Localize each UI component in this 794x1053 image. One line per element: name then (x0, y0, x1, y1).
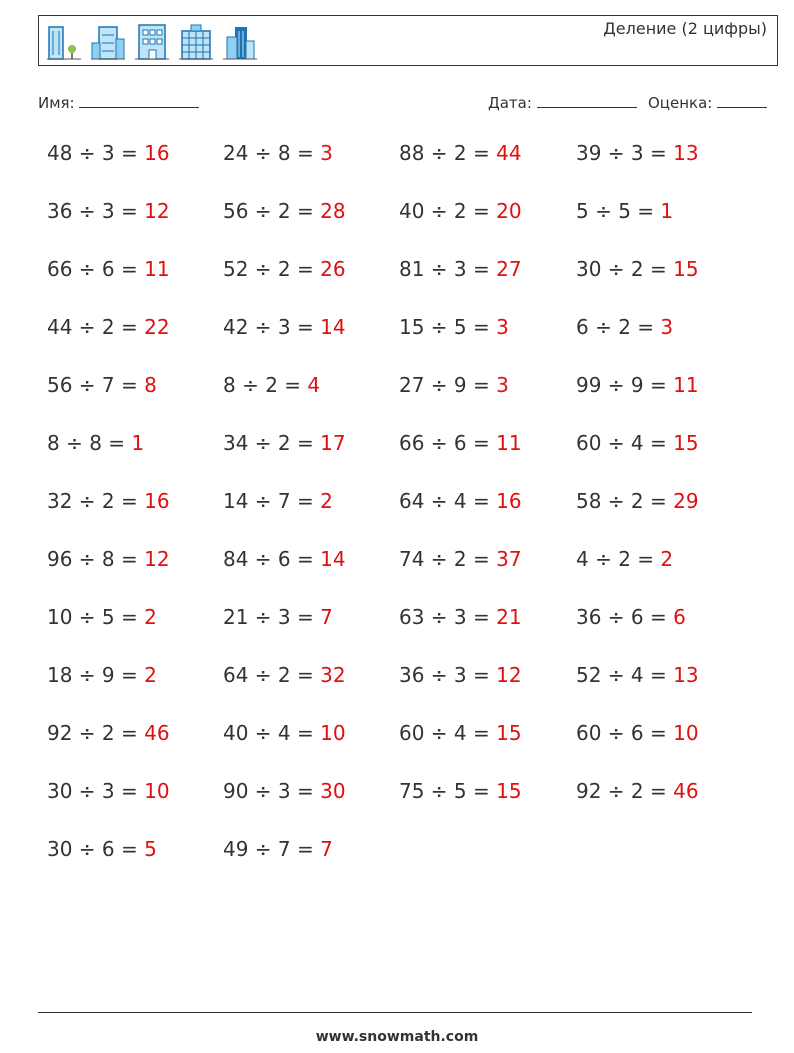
problem-item (223, 141, 333, 165)
building-icon (45, 21, 83, 61)
problem-item (223, 779, 346, 803)
problem-question: 14 ÷ 7 = (223, 489, 321, 513)
problem-answer: 28 (320, 199, 346, 223)
footer-url: www.snowmath.com (315, 1029, 479, 1045)
problem-item (47, 837, 157, 861)
problem-question: 30 ÷ 6 = (47, 837, 145, 861)
problem-answer: 6 (673, 605, 686, 629)
problem-answer: 3 (496, 315, 509, 339)
problem-item (576, 663, 699, 687)
problem-item (47, 605, 157, 629)
grade-field (648, 93, 767, 112)
problem-question: 75 ÷ 5 = (399, 779, 497, 803)
problem-question: 81 ÷ 3 = (399, 257, 497, 281)
problem-item (576, 257, 699, 281)
problem-question: 64 ÷ 4 = (399, 489, 497, 513)
building-icon (177, 21, 215, 61)
problem-item (399, 373, 509, 397)
problem-item (399, 547, 522, 571)
problem-question: 36 ÷ 6 = (576, 605, 674, 629)
name-blank (79, 93, 199, 108)
problem-item (223, 431, 346, 455)
problem-question: 92 ÷ 2 = (47, 721, 145, 745)
problem-answer: 2 (660, 547, 674, 571)
problem-question: 64 ÷ 2 = (223, 663, 321, 687)
problem-question: 40 ÷ 2 = (399, 199, 497, 223)
problem-item (47, 663, 157, 687)
problem-item (223, 663, 346, 687)
date-field (488, 93, 637, 112)
problem-answer: 14 (320, 315, 346, 339)
problem-answer: 2 (320, 489, 333, 513)
problem-question: 49 ÷ 7 = (223, 837, 321, 861)
building-icon (221, 21, 259, 61)
problem-item (576, 141, 699, 165)
problem-question: 52 ÷ 2 = (223, 257, 321, 281)
problem-answer: 16 (144, 489, 170, 513)
problem-item (576, 547, 673, 571)
header-icons (45, 21, 259, 61)
problem-question: 58 ÷ 2 = (576, 489, 674, 513)
problem-item (47, 315, 170, 339)
footer-divider (38, 1012, 752, 1013)
problem-answer: 21 (496, 605, 522, 629)
problem-question: 60 ÷ 4 = (399, 721, 497, 745)
problem-answer: 46 (144, 721, 170, 745)
building-icon (89, 21, 127, 61)
problem-item (576, 779, 699, 803)
problem-item (223, 605, 333, 629)
problem-question: 40 ÷ 4 = (223, 721, 321, 745)
problem-item (576, 721, 699, 745)
problem-question: 96 ÷ 8 = (47, 547, 145, 571)
problem-item (399, 605, 522, 629)
problem-question: 56 ÷ 7 = (47, 373, 145, 397)
problem-item (576, 199, 673, 223)
problem-answer: 16 (144, 141, 170, 165)
problem-item (399, 779, 522, 803)
problem-answer: 15 (496, 721, 522, 745)
problem-answer: 16 (496, 489, 522, 513)
problem-answer: 44 (496, 141, 522, 165)
problem-item (576, 605, 686, 629)
problem-item (399, 199, 522, 223)
problem-answer: 26 (320, 257, 346, 281)
problem-item (399, 141, 522, 165)
problem-item (47, 199, 170, 223)
problem-item (576, 489, 699, 513)
problem-answer: 5 (144, 837, 157, 861)
problem-answer: 1 (131, 431, 145, 455)
problem-question: 8 ÷ 2 = (223, 373, 308, 397)
problem-answer: 11 (144, 257, 170, 281)
problem-item (399, 721, 522, 745)
problem-question: 56 ÷ 2 = (223, 199, 321, 223)
problem-answer: 15 (673, 257, 699, 281)
problem-item (47, 373, 157, 397)
name-field (38, 93, 199, 112)
problem-question: 6 ÷ 2 = (576, 315, 661, 339)
building-icon (133, 21, 171, 61)
problem-question: 60 ÷ 6 = (576, 721, 674, 745)
problem-item (399, 663, 522, 687)
problem-question: 5 ÷ 5 = (576, 199, 661, 223)
problem-answer: 14 (320, 547, 346, 571)
problem-question: 8 ÷ 8 = (47, 431, 132, 455)
problem-item (223, 721, 346, 745)
problem-question: 32 ÷ 2 = (47, 489, 145, 513)
problem-question: 34 ÷ 2 = (223, 431, 321, 455)
problem-item (47, 721, 170, 745)
problem-answer: 20 (496, 199, 522, 223)
problem-answer: 13 (673, 141, 699, 165)
problem-answer: 8 (144, 373, 157, 397)
problem-answer: 13 (673, 663, 699, 687)
problem-answer: 46 (673, 779, 699, 803)
problem-question: 39 ÷ 3 = (576, 141, 674, 165)
problem-question: 84 ÷ 6 = (223, 547, 321, 571)
problem-item (47, 431, 144, 455)
problem-question: 10 ÷ 5 = (47, 605, 145, 629)
problem-question: 66 ÷ 6 = (399, 431, 497, 455)
problem-answer: 4 (307, 373, 321, 397)
problem-answer: 15 (496, 779, 522, 803)
problem-answer: 17 (320, 431, 346, 455)
problem-answer: 3 (660, 315, 674, 339)
problem-answer: 3 (320, 141, 333, 165)
problem-question: 88 ÷ 2 = (399, 141, 497, 165)
problem-answer: 1 (660, 199, 674, 223)
problem-question: 27 ÷ 9 = (399, 373, 497, 397)
date-label: Дата: (488, 94, 532, 112)
problem-answer: 27 (496, 257, 522, 281)
problem-question: 36 ÷ 3 = (47, 199, 145, 223)
problem-item (399, 257, 522, 281)
problem-item (223, 257, 346, 281)
problem-item (223, 315, 346, 339)
worksheet-title: Деление (2 цифры) (603, 19, 767, 38)
problem-answer: 22 (144, 315, 170, 339)
problem-question: 30 ÷ 2 = (576, 257, 674, 281)
problem-answer: 37 (496, 547, 522, 571)
problem-item (576, 431, 699, 455)
problem-answer: 30 (320, 779, 346, 803)
problem-question: 36 ÷ 3 = (399, 663, 497, 687)
problem-item (223, 837, 333, 861)
problem-question: 99 ÷ 9 = (576, 373, 674, 397)
problem-item (399, 315, 509, 339)
problem-item (223, 373, 320, 397)
grade-blank (717, 93, 767, 108)
problem-question: 21 ÷ 3 = (223, 605, 321, 629)
problem-answer: 11 (496, 431, 522, 455)
problem-answer: 10 (144, 779, 170, 803)
problem-answer: 7 (320, 837, 333, 861)
problem-question: 30 ÷ 3 = (47, 779, 145, 803)
problem-question: 15 ÷ 5 = (399, 315, 497, 339)
problem-question: 42 ÷ 3 = (223, 315, 321, 339)
problem-item (399, 489, 522, 513)
problem-answer: 12 (144, 547, 170, 571)
problem-question: 90 ÷ 3 = (223, 779, 321, 803)
problem-answer: 15 (673, 431, 699, 455)
problem-answer: 10 (320, 721, 346, 745)
date-blank (537, 93, 637, 108)
problem-item (47, 779, 170, 803)
problem-answer: 29 (673, 489, 699, 513)
problem-question: 52 ÷ 4 = (576, 663, 674, 687)
problem-item (47, 257, 170, 281)
name-label: Имя: (38, 94, 75, 112)
problem-question: 74 ÷ 2 = (399, 547, 497, 571)
problem-question: 60 ÷ 4 = (576, 431, 674, 455)
problem-item (223, 489, 333, 513)
problem-item (223, 199, 346, 223)
grade-label: Оценка: (648, 94, 713, 112)
problem-question: 44 ÷ 2 = (47, 315, 145, 339)
problem-answer: 32 (320, 663, 346, 687)
problem-item (399, 431, 522, 455)
problem-question: 4 ÷ 2 = (576, 547, 661, 571)
problem-answer: 3 (496, 373, 509, 397)
problem-item (576, 373, 699, 397)
problem-item (223, 547, 346, 571)
problem-answer: 2 (144, 663, 157, 687)
problem-question: 18 ÷ 9 = (47, 663, 145, 687)
problem-answer: 10 (673, 721, 699, 745)
problem-question: 92 ÷ 2 = (576, 779, 674, 803)
problem-answer: 12 (144, 199, 170, 223)
problem-item (47, 141, 170, 165)
problem-question: 24 ÷ 8 = (223, 141, 321, 165)
header-box (38, 15, 778, 66)
problem-question: 63 ÷ 3 = (399, 605, 497, 629)
problem-item (47, 547, 170, 571)
problem-answer: 12 (496, 663, 522, 687)
problem-item (576, 315, 673, 339)
problem-answer: 2 (144, 605, 157, 629)
problem-answer: 11 (673, 373, 699, 397)
problem-question: 48 ÷ 3 = (47, 141, 145, 165)
problem-item (47, 489, 170, 513)
problem-question: 66 ÷ 6 = (47, 257, 145, 281)
problem-answer: 7 (320, 605, 333, 629)
